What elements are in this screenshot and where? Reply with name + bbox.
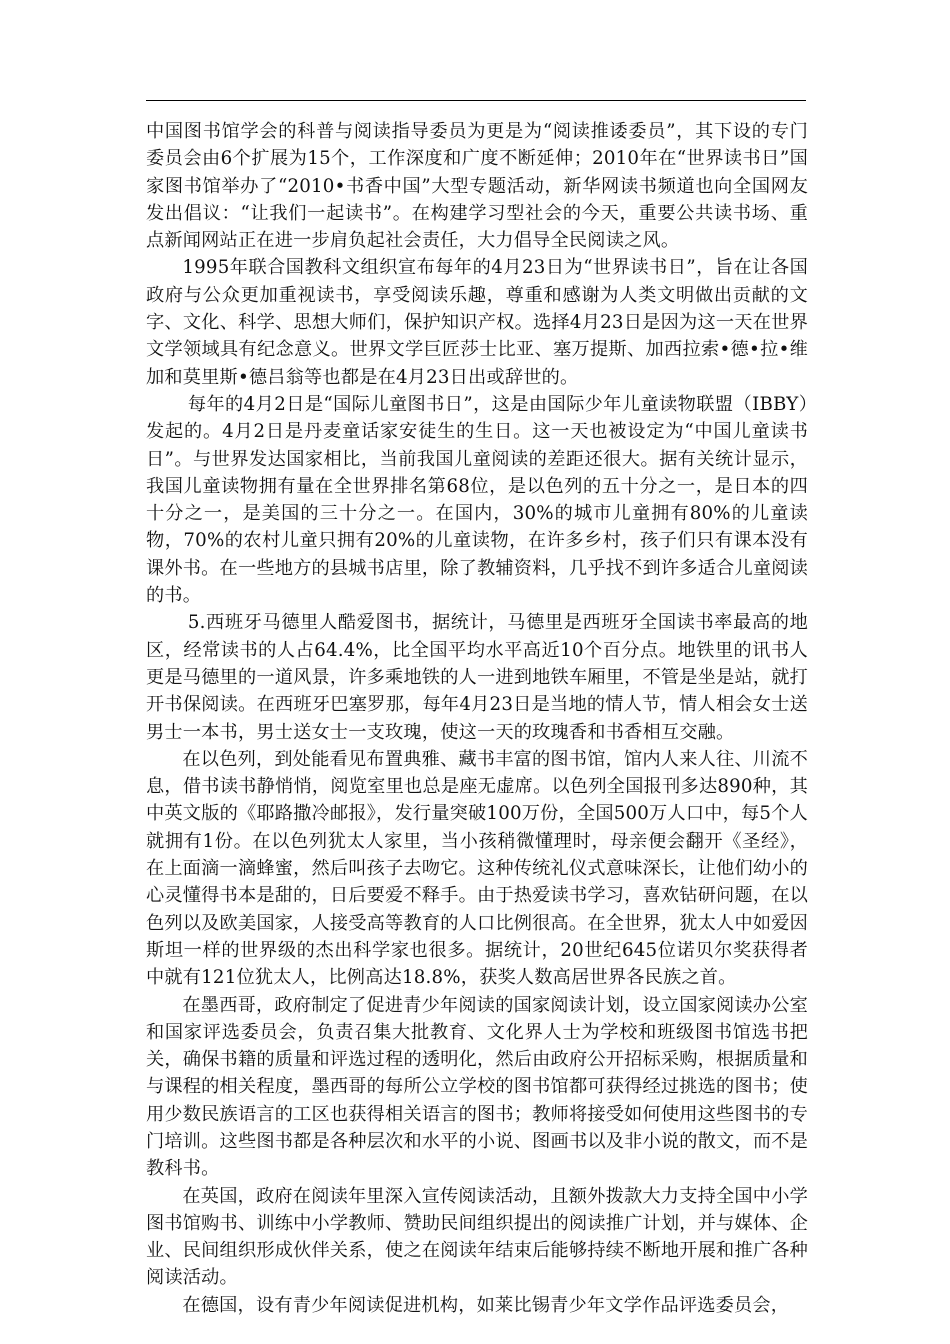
paragraph-germany: 在德国，设有青少年阅读促进机构，如莱比锡青少年文学作品评选委员会， bbox=[182, 1294, 790, 1316]
document-body bbox=[146, 118, 808, 1319]
paragraph-madrid: 5.西班牙马德里人酷爱图书，据统计，马德里是西班牙全国读书率最高的地区，经常读书的人占64.4%，比全国平均水平高近10个百分点。地铁里的讯书人更是马德里的一道风景，许多乘地铁的人一进到地铁车厢里，不管是坐是站，就打开书保阅读。在西班牙巴塞罗那，每年4月23日是当地的情人节，情人相会女士送男士一本书，男士送女士一支玫瑰，使这一天的玫瑰香和书香相互交融。 bbox=[146, 612, 808, 743]
paragraph-mexico: 在墨西哥，政府制定了促进青少年阅读的国家阅读计划，设立国家阅读办公室和国家评选委员会，负责召集大批教育、文化界人士为学校和班级图书馆选书把关，确保书籍的质量和评选过程的透明化，然后由政府公开招标采购，根据质量和与课程的相关程度，墨西哥的每所公立学校的图书馆都可获得经过挑选的图书；使用少数民族语言的工区也获得相关语言的图书；教师将接受如何使用这些图书的专门培训。这些图书都是各种层次和水平的小说、图画书以及非小说的散文，而不是教科书。 bbox=[146, 994, 808, 1180]
header-rule bbox=[146, 100, 806, 101]
paragraph-childrens-book-day: 每年的4月2日是“国际儿童图书日”，这是由国际少年儿童读物联盟（IBBY）发起的。4月2日是丹麦童话家安徒生的生日。这一天也被设定为“中国儿童读书日”。与世界发达国家相比，当前我国儿童阅读的差距还很大。据有关统计显示，我国儿童读物拥有量在全世界排名第68位，是以色列的五十分之一，是日本的四十分之一，是美国的三十分之一。在国内，30%的城市儿童拥有80%的儿童读物，70%的农村儿童只拥有20%的儿童读物，在许多乡村，孩子们只有课本没有课外书。在一些地方的县城书店里，除了教辅资料，几乎找不到许多适合儿童阅读的书。 bbox=[146, 393, 808, 607]
paragraph-reading-committee: 中国图书馆学会的科普与阅读指导委员为更是为“阅读推诿委员”，其下设的专门委员会由6个扩展为15个，工作深度和广度不断延伸；2010年在“世界读书日”国家图书馆举办了“2010•书香中国”大型专题活动，新华网读书频道也向全国网友发出倡议：“让我们一起读书”。在构建学习型社会的今天，重要公共读书场、重点新闻网站正在进一步肩负起社会责任，大力倡导全民阅读之风。 bbox=[146, 121, 808, 252]
paragraph-britain: 在英国，政府在阅读年里深入宣传阅读活动，且额外拨款大力支持全国中小学图书馆购书、训练中小学教师、赞助民间组织提出的阅读推广计划，并与媒体、企业、民间组织形成伙伴关系，使之在阅读年结束后能够持续不断地开展和推广各种阅读活动。 bbox=[146, 1185, 808, 1289]
paragraph-israel: 在以色列，到处能看见布置典雅、藏书丰富的图书馆，馆内人来人往、川流不息，借书读书静悄悄，阅览室里也总是座无虚席。以色列全国报刊多达890种，其中英文版的《耶路撒冷邮报》，发行量突破100万份，全国500万人口中，每5个人就拥有1份。在以色列犹太人家里，当小孩稍微懂理时，母亲便会翻开《圣经》，在上面滴一滴蜂蜜，然后叫孩子去吻它。这种传统礼仪式意味深长，让他们幼小的心灵懂得书本是甜的，日后要爱不释手。由于热爱读书学习，喜欢钻研问题，在以色列以及欧美国家，人接受高等教育的人口比例很高。在全世界，犹太人中如爱因斯坦一样的世界级的杰出科学家也很多。据统计，20世纪645位诺贝尔奖获得者中就有121位犹太人，比例高达18.8%，获奖人数高居世界各民族之首。 bbox=[146, 748, 808, 989]
paragraph-world-book-day: 1995年联合国教科文组织宣布每年的4月23日为“世界读书日”，旨在让各国政府与公众更加重视读书，享受阅读乐趣，尊重和感谢为人类文明做出贡献的文字、文化、科学、思想大师们，保护知识产权。选择4月23日是因为这一天在世界文学领域具有纪念意义。世界文学巨匠莎士比亚、塞万提斯、加西拉索•德•拉•维加和莫里斯•德吕翁等也都是在4月23日出或辞世的。 bbox=[146, 257, 808, 388]
